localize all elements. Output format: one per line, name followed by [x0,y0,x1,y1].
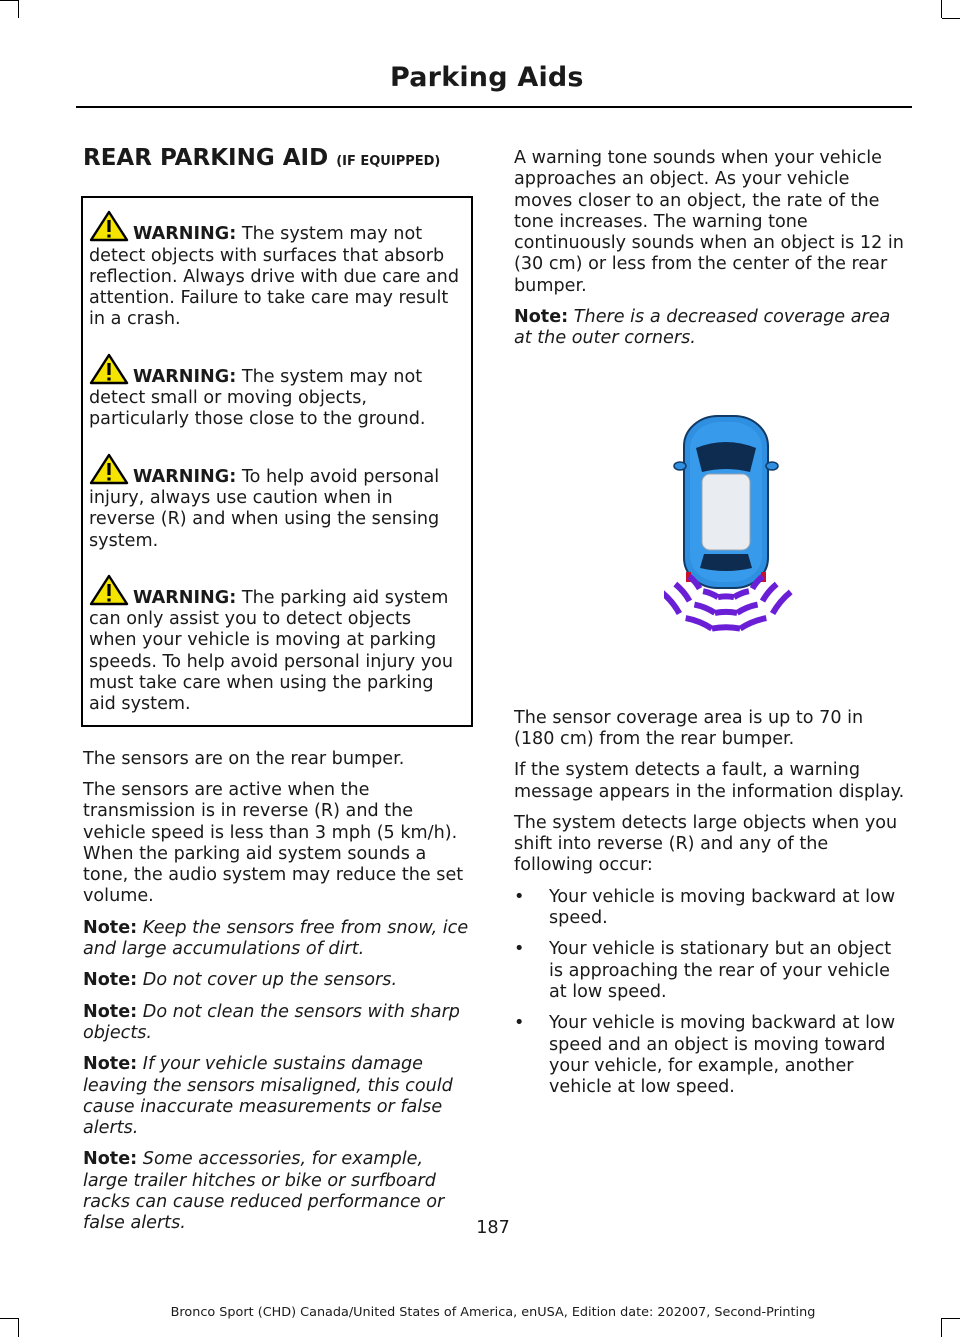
note-text: Do not clean the sensors with sharp objects. [83,1001,460,1043]
left-column [83,145,473,1245]
warning-triangle-icon [89,453,129,481]
bullet: • [514,886,525,907]
warning-text: The system may not detect small or moving objects, particularly those close to the ground. [89,366,426,430]
note [514,307,906,350]
page-header-title: Parking Aids [390,62,584,93]
list-item [514,1013,906,1098]
rear-window [700,554,752,571]
warning-text: To help avoid personal injury, always use caution when in reverse (R) and when using the sensing system. [89,466,440,551]
bullet: • [514,939,525,960]
windshield [696,442,756,472]
note [83,970,473,991]
note-text: There is a decreased coverage area at the outer corners. [514,307,891,349]
crop-mark [941,0,942,18]
rear-sensor-illustration [514,370,906,670]
warning-label: WARNING: [133,466,237,487]
list-item [514,887,906,930]
note-text: Some accessories, for example, large trailer hitches or bike or surfboard racks can cause reduced performance or false alerts. [83,1149,445,1234]
body-paragraph: The sensors are active when the transmission is in reverse (R) and the vehicle speed is less than 3 mph (5 km/h). When the parking aid system sounds a tone, the audio system may reduce the set volume. [83,779,464,907]
note-text: If your vehicle sustains damage leaving the sensors misaligned, this could cause inaccurate measurements or false alerts. [83,1054,453,1139]
right-column [514,148,906,1108]
note-text: Do not cover up the sensors. [142,970,398,991]
header-divider [76,106,912,108]
warning-triangle-icon [89,574,129,602]
sensor-wave-dash [734,591,749,597]
sensor-wave-dash [718,596,734,597]
sensor-wave-dash [694,604,715,612]
section-title-tag: (IF EQUIPPED) [336,154,441,169]
mirror-left [674,462,686,470]
warning-item [89,210,463,330]
warning-box [81,196,473,726]
sensor-wave-dash [703,591,718,597]
sensor-wave-dash [686,618,712,629]
page-footer: Bronco Sport (CHD) Canada/United States of America, enUSA, Edition date: 202007, Second-Printing [170,1305,816,1320]
warning-triangle-icon [89,210,129,238]
note [83,918,473,961]
bullet: • [514,1013,525,1034]
sensor-wave-dash [773,592,791,614]
note [83,1002,473,1045]
note-label: Note: [83,1001,138,1022]
body-paragraph: A warning tone sounds when your vehicle approaches an object. As your vehicle moves closer to an object, the rate of the tone increases. The warning tone continuously sounds when an object is 12 in (30 cm) or less from the center of the rear bumper. [514,148,904,296]
warning-text: The system may not detect objects with surfaces that absorb reflection. Always drive with due care and attention. Failure to take care may result in a crash. [89,224,459,330]
sensor-wave-dash [740,618,766,629]
crop-mark [942,18,960,19]
warning-label: WARNING: [133,587,237,608]
condition-list [514,887,906,1099]
body-paragraph: The sensor coverage area is up to 70 in (180 cm) from the rear bumper. [514,707,864,749]
warning-triangle-icon [89,353,129,381]
warning-item [89,453,463,552]
vehicle-illustration [664,406,794,646]
sensor-wave-dash [712,627,740,628]
sensor-wave-dash [737,604,758,612]
crop-mark [941,1318,942,1337]
list-item [514,939,906,1003]
warning-text: The parking aid system can only assist you to detect objects when your vehicle is moving at parking speeds. To help avoid personal injury you must take care when using the parking aid system. [89,587,454,715]
warning-label: WARNING: [133,366,237,387]
note-label: Note: [83,917,138,938]
sensor-wave-dash [715,611,737,612]
note-label: Note: [83,970,138,991]
page-number: 187 [476,1218,510,1238]
warning-item [89,353,463,431]
list-item-text: Your vehicle is moving backward at low speed and an object is moving toward your vehicle, for example, another vehicle at low speed. [549,1013,896,1098]
crop-mark [0,0,18,1]
sensor-wave-dash [675,584,689,601]
list-item-text: Your vehicle is stationary but an object is approaching the rear of your vehicle at low speed. [549,939,892,1002]
body-paragraph: The sensors are on the rear bumper. [83,748,405,769]
body-paragraph: If the system detects a fault, a warning message appears in the information display. [514,760,905,802]
section-title [83,145,473,172]
section-title-text: REAR PARKING AID [83,145,329,171]
body-paragraph: The system detects large objects when you shift into reverse (R) and any of the following occur: [514,812,898,876]
note-label: Note: [514,307,569,328]
note-label: Note: [83,1149,138,1170]
crop-mark [18,0,19,18]
warning-label: WARNING: [133,224,237,245]
crop-mark [18,1318,19,1337]
sensor-wave-dash [763,584,777,601]
list-item-text: Your vehicle is moving backward at low speed. [549,886,896,929]
roof [702,474,750,550]
warning-item [89,574,463,716]
mirror-right [766,462,778,470]
note-text: Keep the sensors free from snow, ice and large accumulations of dirt. [83,917,469,960]
sensor-wave-dash [664,592,679,614]
note-label: Note: [83,1054,138,1075]
note [83,1054,473,1139]
